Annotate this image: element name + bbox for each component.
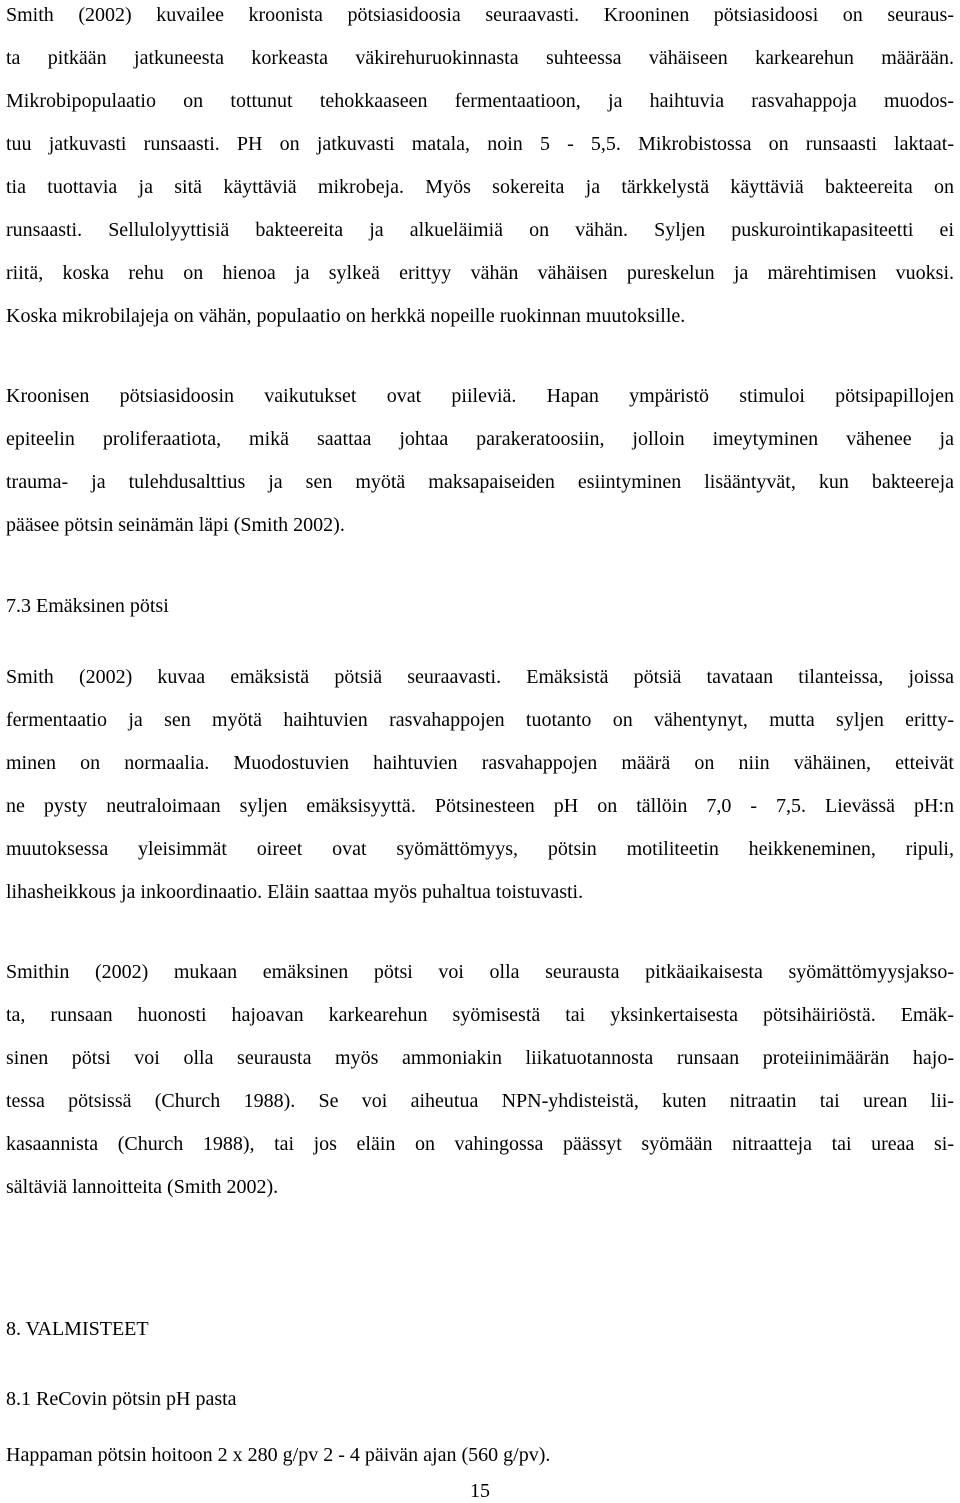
text-line: Happaman pötsin hoitoon 2 x 280 g/pv 2 - 4 päivän ajan (560 g/pv).: [6, 1444, 551, 1466]
text-line: runsaasti. Sellulolyyttisiä bakteereita ja alkueläimiä on vähän. Syljen puskurointikapasiteetti ei: [6, 219, 954, 241]
text-line: pääsee pötsin seinämän läpi (Smith 2002).: [6, 514, 345, 536]
page-number: 15: [470, 1480, 490, 1502]
text-line: epiteelin proliferaatiota, mikä saattaa johtaa parakeratoosiin, jolloin imeytyminen vähenee ja: [6, 428, 954, 450]
section-heading: 7.3 Emäksinen pötsi: [6, 595, 169, 617]
text-line: sältäviä lannoitteita (Smith 2002).: [6, 1176, 279, 1198]
text-line: Kroonisen pötsiasidoosin vaikutukset ovat piileviä. Hapan ympäristö stimuloi pötsipapillojen: [6, 385, 954, 407]
text-line: Mikrobipopulaatio on tottunut tehokkaaseen fermentaatioon, ja haihtuvia rasvahappoja muodos-: [6, 90, 954, 112]
text-line: Smith (2002) kuvailee kroonista pötsiasidoosia seuraavasti. Krooninen pötsiasidoosi on seuraus-: [6, 4, 954, 26]
text-line: Koska mikrobilajeja on vähän, populaatio on herkkä nopeille ruokinnan muutoksille.: [6, 305, 686, 327]
text-line: riitä, koska rehu on hienoa ja sylkeä erittyy vähän vähäisen pureskelun ja märehtimisen vuoksi.: [6, 262, 954, 284]
text-line: sinen pötsi voi olla seurausta myös ammoniakin liikatuotannosta runsaan proteiinimäärän hajo-: [6, 1047, 954, 1069]
text-line: Smithin (2002) mukaan emäksinen pötsi voi olla seurausta pitkäaikaisesta syömättömyysjakso-: [6, 961, 954, 983]
section-heading: 8. VALMISTEET: [6, 1318, 149, 1340]
text-line: trauma- ja tulehdusalttius ja sen myötä maksapaiseiden esiintyminen lisääntyvät, kun bakteereja: [6, 471, 954, 493]
text-line: kasaannista (Church 1988), tai jos eläin on vahingossa päässyt syömään nitraatteja tai ureaa si-: [6, 1133, 954, 1155]
text-line: tia tuottavia ja sitä käyttäviä mikrobeja. Myös sokereita ja tärkkelystä käyttäviä bakteereita on: [6, 176, 954, 198]
text-line: lihasheikkous ja inkoordinaatio. Eläin saattaa myös puhaltua toistuvasti.: [6, 881, 584, 903]
text-line: muutoksessa yleisimmät oireet ovat syömättömyys, pötsin motiliteetin heikkeneminen, ripuli,: [6, 838, 954, 860]
text-line: ne pysty neutraloimaan syljen emäksisyyttä. Pötsinesteen pH on tällöin 7,0 - 7,5. Lievässä pH:n: [6, 795, 954, 817]
subsection-heading: 8.1 ReCovin pötsin pH pasta: [6, 1388, 237, 1410]
text-line: ta pitkään jatkuneesta korkeasta väkirehuruokinnasta suhteessa vähäiseen karkearehun määrään.: [6, 47, 954, 69]
text-line: minen on normaalia. Muodostuvien haihtuvien rasvahappojen määrä on niin vähäinen, etteivät: [6, 752, 954, 774]
text-line: Smith (2002) kuvaa emäksistä pötsiä seuraavasti. Emäksistä pötsiä tavataan tilanteissa, joissa: [6, 666, 954, 688]
text-line: tuu jatkuvasti runsaasti. PH on jatkuvasti matala, noin 5 - 5,5. Mikrobistossa on runsaasti laktaat-: [6, 133, 954, 155]
text-line: fermentaatio ja sen myötä haihtuvien rasvahappojen tuotanto on vähentynyt, mutta syljen eritty-: [6, 709, 954, 731]
text-line: tessa pötsissä (Church 1988). Se voi aiheutua NPN-yhdisteistä, kuten nitraatin tai urean lii-: [6, 1090, 954, 1112]
text-line: ta, runsaan huonosti hajoavan karkearehun syömisestä tai yksinkertaisesta pötsihäiriöstä. Emäk-: [6, 1004, 954, 1026]
